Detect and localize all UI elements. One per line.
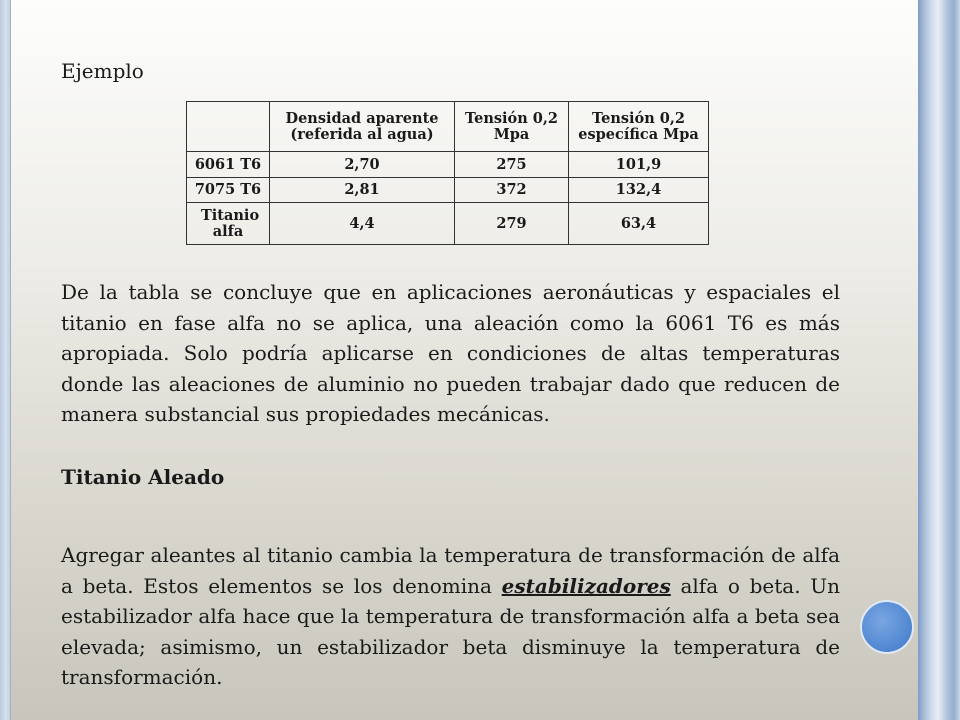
- cell-specific-stress: 101,9: [569, 152, 709, 178]
- properties-table: [186, 101, 709, 245]
- cell-density: 4,4: [270, 203, 455, 245]
- paragraph-text-before: Agregar aleantes al titanio cambia la temperatura de transformación de alfa a beta. Estos elementos se los denomina: [61, 543, 840, 598]
- example-heading: Ejemplo: [61, 59, 144, 83]
- right-decorative-rail: [918, 0, 960, 720]
- cell-density: 2,81: [270, 177, 455, 203]
- cell-specific-stress: 132,4: [569, 177, 709, 203]
- cell-stress: 275: [455, 152, 569, 178]
- cell-material: Titanio alfa: [187, 203, 270, 245]
- alloyed-titanium-heading: Titanio Aleado: [61, 465, 225, 489]
- header-cell-stress: Tensión 0,2 Mpa: [455, 102, 569, 152]
- conclusion-paragraph: De la tabla se concluye que en aplicaciones aeronáuticas y espaciales el titanio en fase alfa no se aplica, una aleación como la 6061 T6 es más apropiada. Solo podría aplicarse en condiciones de altas temperaturas donde las aleaciones de aluminio no pueden trabajar dado que reducen de manera substancial sus propiedades mecánicas.: [61, 280, 840, 426]
- paragraph-text-after: alfa o beta. Un estabilizador alfa hace que la temperatura de transformación alfa a beta sea elevada; asimismo, un estabilizador beta disminuye la temperatura de transformación.: [61, 573, 840, 689]
- table-row: [187, 203, 709, 245]
- emphasized-term: estabilizadores: [501, 573, 671, 598]
- cell-material: 6061 T6: [187, 152, 270, 178]
- header-cell-density: Densidad aparente (referida al agua): [270, 102, 455, 152]
- cell-material: 7075 T6: [187, 177, 270, 203]
- header-cell-specific-stress: Tensión 0,2 específica Mpa: [569, 102, 709, 152]
- header-cell-empty: [187, 102, 270, 152]
- cell-stress: 372: [455, 177, 569, 203]
- table-header-row: [187, 102, 709, 152]
- table-row: [187, 152, 709, 178]
- alloying-paragraph: [61, 540, 840, 693]
- cell-density: 2,70: [270, 152, 455, 178]
- cell-stress: 279: [455, 203, 569, 245]
- table-row: [187, 177, 709, 203]
- cell-specific-stress: 63,4: [569, 203, 709, 245]
- left-decorative-rail: [0, 0, 11, 720]
- accent-circle: [860, 600, 914, 654]
